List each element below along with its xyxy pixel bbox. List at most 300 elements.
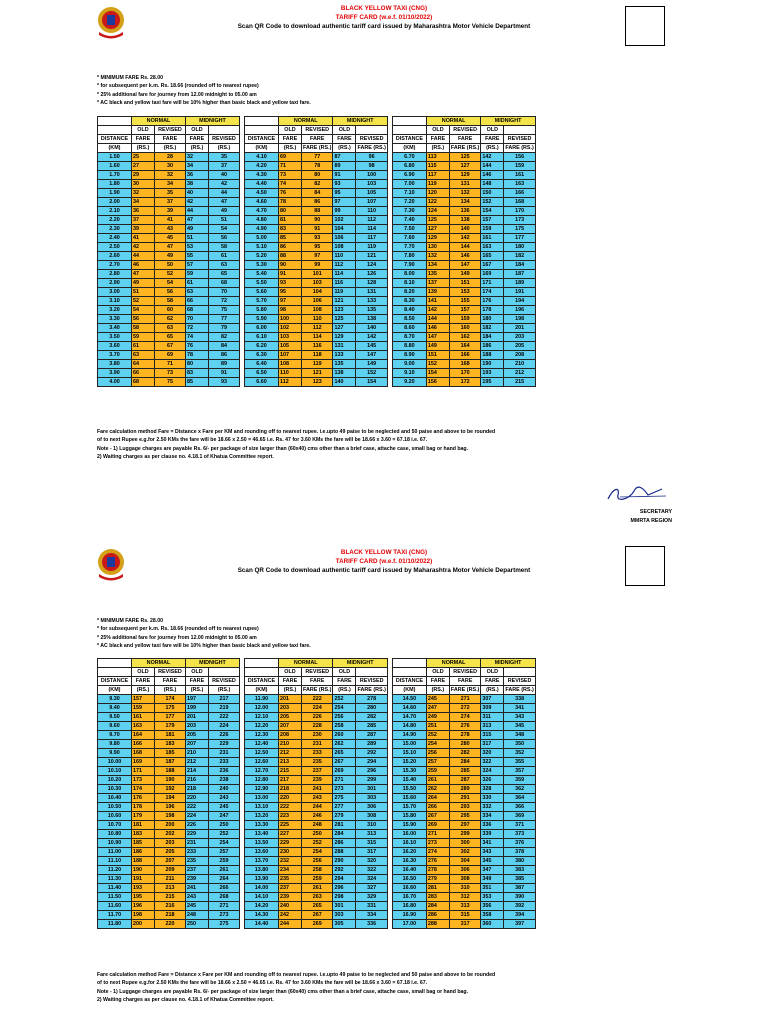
midnight-revised-fare-cell: 114 <box>356 225 387 234</box>
distance-cell: 9.10 <box>392 369 426 378</box>
distance-cell: 6.10 <box>245 333 279 342</box>
table-row <box>98 378 240 387</box>
midnight-old-fare-cell: 305 <box>333 920 356 929</box>
distance-cell: 9.80 <box>98 740 132 749</box>
table-row <box>245 722 388 731</box>
table-row <box>98 324 240 333</box>
revised-fare-cell: 132 <box>449 189 480 198</box>
midnight-old-fare-cell: 332 <box>481 803 504 812</box>
old-fare-cell: 142 <box>426 306 449 315</box>
distance-cell: 3.40 <box>98 324 132 333</box>
header-fare: FARE <box>186 135 209 144</box>
table-row <box>245 839 388 848</box>
old-fare-cell: 83 <box>279 225 302 234</box>
midnight-old-fare-cell: 95 <box>333 189 356 198</box>
old-fare-cell: 215 <box>279 767 302 776</box>
card-title: BLACK YELLOW TAXI (CNG) <box>340 5 428 12</box>
midnight-revised-fare-cell: 168 <box>504 198 535 207</box>
midnight-revised-fare-cell: 105 <box>356 189 387 198</box>
table-row <box>392 893 535 902</box>
old-fare-cell: 210 <box>279 740 302 749</box>
midnight-revised-fare-cell: 229 <box>209 740 240 749</box>
midnight-old-fare-cell: 317 <box>481 740 504 749</box>
distance-cell: 14.30 <box>245 911 279 920</box>
distance-cell: 7.20 <box>392 198 426 207</box>
midnight-old-fare-cell: 152 <box>481 198 504 207</box>
old-fare-cell: 163 <box>132 722 155 731</box>
midnight-revised-fare-cell: 142 <box>356 333 387 342</box>
midnight-old-fare-cell: 32 <box>186 153 209 162</box>
old-fare-cell: 112 <box>279 378 302 387</box>
old-fare-cell: 252 <box>426 731 449 740</box>
distance-cell: 2.60 <box>98 252 132 261</box>
revised-fare-cell: 233 <box>302 749 333 758</box>
qr-code-icon[interactable] <box>625 546 665 586</box>
midnight-old-fare-cell: 44 <box>186 207 209 216</box>
midnight-revised-fare-cell: 280 <box>356 704 387 713</box>
header-cell-blank <box>504 126 535 135</box>
old-fare-cell: 124 <box>426 207 449 216</box>
distance-cell: 11.00 <box>98 848 132 857</box>
revised-fare-cell: 228 <box>302 722 333 731</box>
midnight-old-fare-cell: 193 <box>481 369 504 378</box>
old-fare-cell: 222 <box>279 803 302 812</box>
revised-fare-cell: 104 <box>302 288 333 297</box>
revised-fare-cell: 30 <box>155 162 186 171</box>
distance-cell: 16.30 <box>392 857 426 866</box>
distance-cell: 12.30 <box>245 731 279 740</box>
distance-cell: 7.10 <box>392 189 426 198</box>
table-row <box>392 758 535 767</box>
revised-fare-cell: 226 <box>302 713 333 722</box>
revised-fare-cell: 231 <box>302 740 333 749</box>
revised-fare-cell: 181 <box>155 731 186 740</box>
old-fare-cell: 225 <box>279 821 302 830</box>
revised-fare-cell: 315 <box>449 911 480 920</box>
table-row <box>245 767 388 776</box>
old-fare-cell: 42 <box>132 243 155 252</box>
table-row <box>245 207 388 216</box>
table-row <box>98 875 240 884</box>
header-normal: NORMAL <box>426 117 480 126</box>
table-row <box>98 315 240 324</box>
midnight-revised-fare-cell: 72 <box>209 297 240 306</box>
table-row <box>245 848 388 857</box>
distance-cell: 15.40 <box>392 776 426 785</box>
revised-fare-cell: 274 <box>449 713 480 722</box>
revised-fare-cell: 88 <box>302 207 333 216</box>
table-row <box>245 189 388 198</box>
revised-fare-cell: 188 <box>155 767 186 776</box>
midnight-old-fare-cell: 351 <box>481 884 504 893</box>
distance-cell: 14.70 <box>392 713 426 722</box>
header-distance: DISTANCE <box>245 135 279 144</box>
qr-code-icon[interactable] <box>625 6 665 46</box>
revised-fare-cell: 187 <box>155 758 186 767</box>
distance-cell: 6.90 <box>392 171 426 180</box>
header-fare: FARE <box>449 135 480 144</box>
old-fare-cell: 52 <box>132 297 155 306</box>
header-old: OLD <box>132 668 155 677</box>
table-row <box>392 306 535 315</box>
old-fare-cell: 259 <box>426 767 449 776</box>
revised-fare-cell: 317 <box>449 920 480 929</box>
table-row <box>392 866 535 875</box>
midnight-revised-fare-cell: 49 <box>209 207 240 216</box>
old-fare-cell: 157 <box>132 695 155 704</box>
distance-cell: 16.60 <box>392 884 426 893</box>
old-fare-cell: 164 <box>132 731 155 740</box>
old-fare-cell: 141 <box>426 297 449 306</box>
midnight-revised-fare-cell: 362 <box>504 785 535 794</box>
distance-cell: 9.20 <box>392 378 426 387</box>
table-row <box>98 342 240 351</box>
old-fare-cell: 49 <box>132 279 155 288</box>
table-row <box>392 920 535 929</box>
header-km: (KM) <box>245 144 279 153</box>
revised-fare-cell: 272 <box>449 704 480 713</box>
distance-cell: 16.40 <box>392 866 426 875</box>
table-row <box>392 279 535 288</box>
table-row <box>245 243 388 252</box>
distance-cell: 15.00 <box>392 740 426 749</box>
old-fare-cell: 95 <box>279 288 302 297</box>
table-row <box>392 884 535 893</box>
revised-fare-cell: 252 <box>302 839 333 848</box>
old-fare-cell: 185 <box>132 839 155 848</box>
table-row <box>392 207 535 216</box>
table-row <box>98 713 240 722</box>
old-fare-cell: 200 <box>132 920 155 929</box>
table-row <box>98 857 240 866</box>
midnight-revised-fare-cell: 315 <box>356 839 387 848</box>
midnight-old-fare-cell: 214 <box>186 767 209 776</box>
distance-cell: 15.70 <box>392 803 426 812</box>
table-row <box>98 216 240 225</box>
revised-fare-cell: 155 <box>449 297 480 306</box>
fare-table <box>97 116 240 387</box>
table-row <box>98 252 240 261</box>
old-fare-cell: 156 <box>426 378 449 387</box>
distance-cell: 12.60 <box>245 758 279 767</box>
revised-fare-cell: 300 <box>449 839 480 848</box>
distance-cell: 12.80 <box>245 776 279 785</box>
midnight-revised-fare-cell: 93 <box>209 378 240 387</box>
table-row <box>392 794 535 803</box>
table-row <box>245 360 388 369</box>
distance-cell: 8.00 <box>392 270 426 279</box>
table-row <box>392 324 535 333</box>
table-row <box>245 695 388 704</box>
revised-fare-cell: 306 <box>449 866 480 875</box>
midnight-revised-fare-cell: 224 <box>209 722 240 731</box>
old-fare-cell: 196 <box>132 902 155 911</box>
header-fare: FARE <box>449 677 480 686</box>
revised-fare-cell: 142 <box>449 234 480 243</box>
distance-cell: 9.40 <box>98 704 132 713</box>
old-fare-cell: 81 <box>279 216 302 225</box>
revised-fare-cell: 198 <box>155 812 186 821</box>
old-fare-cell: 181 <box>132 821 155 830</box>
table-row <box>98 171 240 180</box>
revised-fare-cell: 310 <box>449 884 480 893</box>
old-fare-cell: 54 <box>132 306 155 315</box>
midnight-old-fare-cell: 104 <box>333 225 356 234</box>
midnight-old-fare-cell: 142 <box>481 153 504 162</box>
distance-cell: 12.10 <box>245 713 279 722</box>
table-row <box>98 369 240 378</box>
old-fare-cell: 108 <box>279 360 302 369</box>
midnight-old-fare-cell: 294 <box>333 875 356 884</box>
midnight-revised-fare-cell: 68 <box>209 279 240 288</box>
old-fare-cell: 239 <box>279 893 302 902</box>
table-row <box>98 839 240 848</box>
midnight-old-fare-cell: 110 <box>333 252 356 261</box>
midnight-old-fare-cell: 243 <box>186 893 209 902</box>
table-row <box>98 279 240 288</box>
distance-cell: 7.50 <box>392 225 426 234</box>
header-fare: FARE <box>279 135 302 144</box>
midnight-revised-fare-cell: 121 <box>356 252 387 261</box>
midnight-revised-fare-cell: 289 <box>356 740 387 749</box>
distance-cell: 12.70 <box>245 767 279 776</box>
midnight-revised-fare-cell: 133 <box>356 297 387 306</box>
old-fare-cell: 171 <box>132 767 155 776</box>
table-row <box>392 830 535 839</box>
old-fare-cell: 85 <box>279 234 302 243</box>
revised-fare-cell: 108 <box>302 306 333 315</box>
old-fare-cell: 29 <box>132 171 155 180</box>
distance-cell: 10.10 <box>98 767 132 776</box>
header-rs: (RS.) <box>155 144 186 153</box>
midnight-revised-fare-cell: 271 <box>209 902 240 911</box>
header-km: (KM) <box>98 686 132 695</box>
distance-cell: 5.60 <box>245 288 279 297</box>
revised-fare-cell: 146 <box>449 252 480 261</box>
midnight-old-fare-cell: 135 <box>333 360 356 369</box>
header-rs: FARE (RS.) <box>357 145 386 151</box>
midnight-old-fare-cell: 59 <box>186 270 209 279</box>
midnight-old-fare-cell: 279 <box>333 812 356 821</box>
distance-cell: 6.60 <box>245 378 279 387</box>
old-fare-cell: 271 <box>426 830 449 839</box>
header-fare: FARE <box>333 677 356 686</box>
midnight-revised-fare-cell: 145 <box>356 342 387 351</box>
midnight-revised-fare-cell: 161 <box>504 171 535 180</box>
old-fare-cell: 78 <box>279 198 302 207</box>
midnight-revised-fare-cell: 126 <box>356 270 387 279</box>
header-fare: FARE <box>426 135 449 144</box>
revised-fare-cell: 276 <box>449 722 480 731</box>
midnight-revised-fare-cell: 147 <box>356 351 387 360</box>
old-fare-cell: 235 <box>279 875 302 884</box>
midnight-revised-fare-cell: 112 <box>356 216 387 225</box>
revised-fare-cell: 164 <box>449 342 480 351</box>
old-fare-cell: 154 <box>426 369 449 378</box>
table-row <box>392 821 535 830</box>
midnight-old-fare-cell: 226 <box>186 821 209 830</box>
table-row <box>245 911 388 920</box>
midnight-old-fare-cell: 49 <box>186 225 209 234</box>
midnight-old-fare-cell: 298 <box>333 893 356 902</box>
midnight-old-fare-cell: 186 <box>481 342 504 351</box>
midnight-revised-fare-cell: 138 <box>356 315 387 324</box>
table-row <box>245 920 388 929</box>
old-fare-cell: 61 <box>132 342 155 351</box>
header-fare: FARE <box>186 677 209 686</box>
midnight-revised-fare-cell: 226 <box>209 731 240 740</box>
midnight-revised-fare-cell: 397 <box>504 920 535 929</box>
midnight-revised-fare-cell: 84 <box>209 342 240 351</box>
header-midnight: MIDNIGHT <box>186 117 240 126</box>
distance-cell: 3.20 <box>98 306 132 315</box>
midnight-revised-fare-cell: 238 <box>209 776 240 785</box>
midnight-revised-fare-cell: 96 <box>356 153 387 162</box>
distance-cell: 5.50 <box>245 279 279 288</box>
header-midnight: MIDNIGHT <box>481 117 535 126</box>
midnight-revised-fare-cell: 296 <box>356 767 387 776</box>
revised-fare-cell: 106 <box>302 297 333 306</box>
revised-fare-cell: 258 <box>302 866 333 875</box>
midnight-revised-fare-cell: 86 <box>209 351 240 360</box>
header-revised: REVISED <box>356 677 387 686</box>
midnight-old-fare-cell: 190 <box>481 360 504 369</box>
header-cell-blank <box>356 668 387 677</box>
table-row <box>245 785 388 794</box>
old-fare-cell: 195 <box>132 893 155 902</box>
revised-fare-cell: 78 <box>302 162 333 171</box>
midnight-old-fare-cell: 237 <box>186 866 209 875</box>
table-row <box>392 902 535 911</box>
old-fare-cell: 76 <box>279 189 302 198</box>
midnight-revised-fare-cell: 79 <box>209 324 240 333</box>
old-fare-cell: 254 <box>426 740 449 749</box>
table-row <box>245 875 388 884</box>
midnight-revised-fare-cell: 257 <box>209 848 240 857</box>
revised-fare-cell: 244 <box>302 803 333 812</box>
midnight-revised-fare-cell: 308 <box>356 812 387 821</box>
old-fare-cell: 103 <box>279 333 302 342</box>
midnight-old-fare-cell: 203 <box>186 722 209 731</box>
table-row <box>245 216 388 225</box>
table-row <box>98 360 240 369</box>
header-rs: FARE (RS.) <box>357 687 386 693</box>
midnight-old-fare-cell: 307 <box>481 695 504 704</box>
distance-cell: 3.90 <box>98 369 132 378</box>
distance-cell: 6.70 <box>392 153 426 162</box>
old-fare-cell: 266 <box>426 803 449 812</box>
old-fare-cell: 34 <box>132 198 155 207</box>
midnight-revised-fare-cell: 317 <box>356 848 387 857</box>
revised-fare-cell: 312 <box>449 893 480 902</box>
revised-fare-cell: 284 <box>449 758 480 767</box>
revised-fare-cell: 200 <box>155 821 186 830</box>
midnight-old-fare-cell: 89 <box>333 162 356 171</box>
old-fare-cell: 205 <box>279 713 302 722</box>
revised-fare-cell: 241 <box>302 785 333 794</box>
midnight-old-fare-cell: 218 <box>186 785 209 794</box>
header-old: OLD <box>481 126 504 135</box>
old-fare-cell: 58 <box>132 324 155 333</box>
distance-cell: 14.00 <box>245 884 279 893</box>
header-cell-blank <box>356 126 387 135</box>
revised-fare-cell: 194 <box>155 794 186 803</box>
header-rs: (RS.) <box>186 144 209 153</box>
revised-fare-cell: 304 <box>449 857 480 866</box>
table-row <box>98 333 240 342</box>
midnight-old-fare-cell: 51 <box>186 234 209 243</box>
revised-fare-cell: 140 <box>449 225 480 234</box>
midnight-old-fare-cell: 288 <box>333 848 356 857</box>
midnight-revised-fare-cell: 275 <box>209 920 240 929</box>
revised-fare-cell: 56 <box>155 288 186 297</box>
distance-cell: 6.30 <box>245 351 279 360</box>
distance-cell: 15.80 <box>392 812 426 821</box>
midnight-revised-fare-cell: 352 <box>504 749 535 758</box>
table-row <box>245 740 388 749</box>
revised-fare-cell: 39 <box>155 207 186 216</box>
midnight-old-fare-cell: 224 <box>186 812 209 821</box>
revised-fare-cell: 97 <box>302 252 333 261</box>
midnight-revised-fare-cell: 44 <box>209 189 240 198</box>
revised-fare-cell: 119 <box>302 360 333 369</box>
header-revised: REVISED <box>449 668 480 677</box>
header-rs: (RS.) <box>426 144 449 153</box>
midnight-old-fare-cell: 119 <box>333 288 356 297</box>
midnight-revised-fare-cell: 306 <box>356 803 387 812</box>
table-row <box>245 270 388 279</box>
header-fare: FARE <box>426 677 449 686</box>
table-row <box>98 261 240 270</box>
midnight-revised-fare-cell: 51 <box>209 216 240 225</box>
table-row <box>245 162 388 171</box>
revised-fare-cell: 174 <box>155 695 186 704</box>
revised-fare-cell: 129 <box>449 171 480 180</box>
midnight-old-fare-cell: 205 <box>186 731 209 740</box>
midnight-revised-fare-cell: 261 <box>209 866 240 875</box>
midnight-old-fare-cell: 290 <box>333 857 356 866</box>
table-row <box>98 902 240 911</box>
fare-notes: * MINIMUM FARE Rs. 28.00 * for subsequent per k.m. Rs. 18.66 (rounded off to nearest rupee) * 25% additional fare for journey from 12.00 midnight to 05.00 am * AC black and yellow taxi fare will be 10% higher than basic black and yellow taxi fare. <box>97 618 311 649</box>
revised-fare-cell: 35 <box>155 189 186 198</box>
table-row <box>392 803 535 812</box>
header-km: (KM) <box>392 686 426 695</box>
revised-fare-cell: 220 <box>155 920 186 929</box>
header-fare: FARE <box>333 135 356 144</box>
header-rs: FARE (RS.) <box>505 687 534 693</box>
midnight-revised-fare-cell: 268 <box>209 893 240 902</box>
table-row <box>98 740 240 749</box>
revised-fare-cell: 269 <box>302 920 333 929</box>
table-row <box>98 351 240 360</box>
midnight-old-fare-cell: 296 <box>333 884 356 893</box>
midnight-revised-fare-cell: 373 <box>504 830 535 839</box>
table-row <box>245 180 388 189</box>
card-subtitle: TARIFF CARD (w.e.f. 01/10/2022) <box>335 558 433 565</box>
old-fare-cell: 232 <box>279 857 302 866</box>
table-row <box>392 911 535 920</box>
midnight-revised-fare-cell: 350 <box>504 740 535 749</box>
old-fare-cell: 91 <box>279 270 302 279</box>
revised-fare-cell: 250 <box>302 830 333 839</box>
old-fare-cell: 63 <box>132 351 155 360</box>
header-old: OLD <box>132 126 155 135</box>
distance-cell: 13.90 <box>245 875 279 884</box>
revised-fare-cell: 116 <box>302 342 333 351</box>
revised-fare-cell: 216 <box>155 902 186 911</box>
old-fare-cell: 37 <box>132 216 155 225</box>
header-fare: FARE <box>155 677 186 686</box>
